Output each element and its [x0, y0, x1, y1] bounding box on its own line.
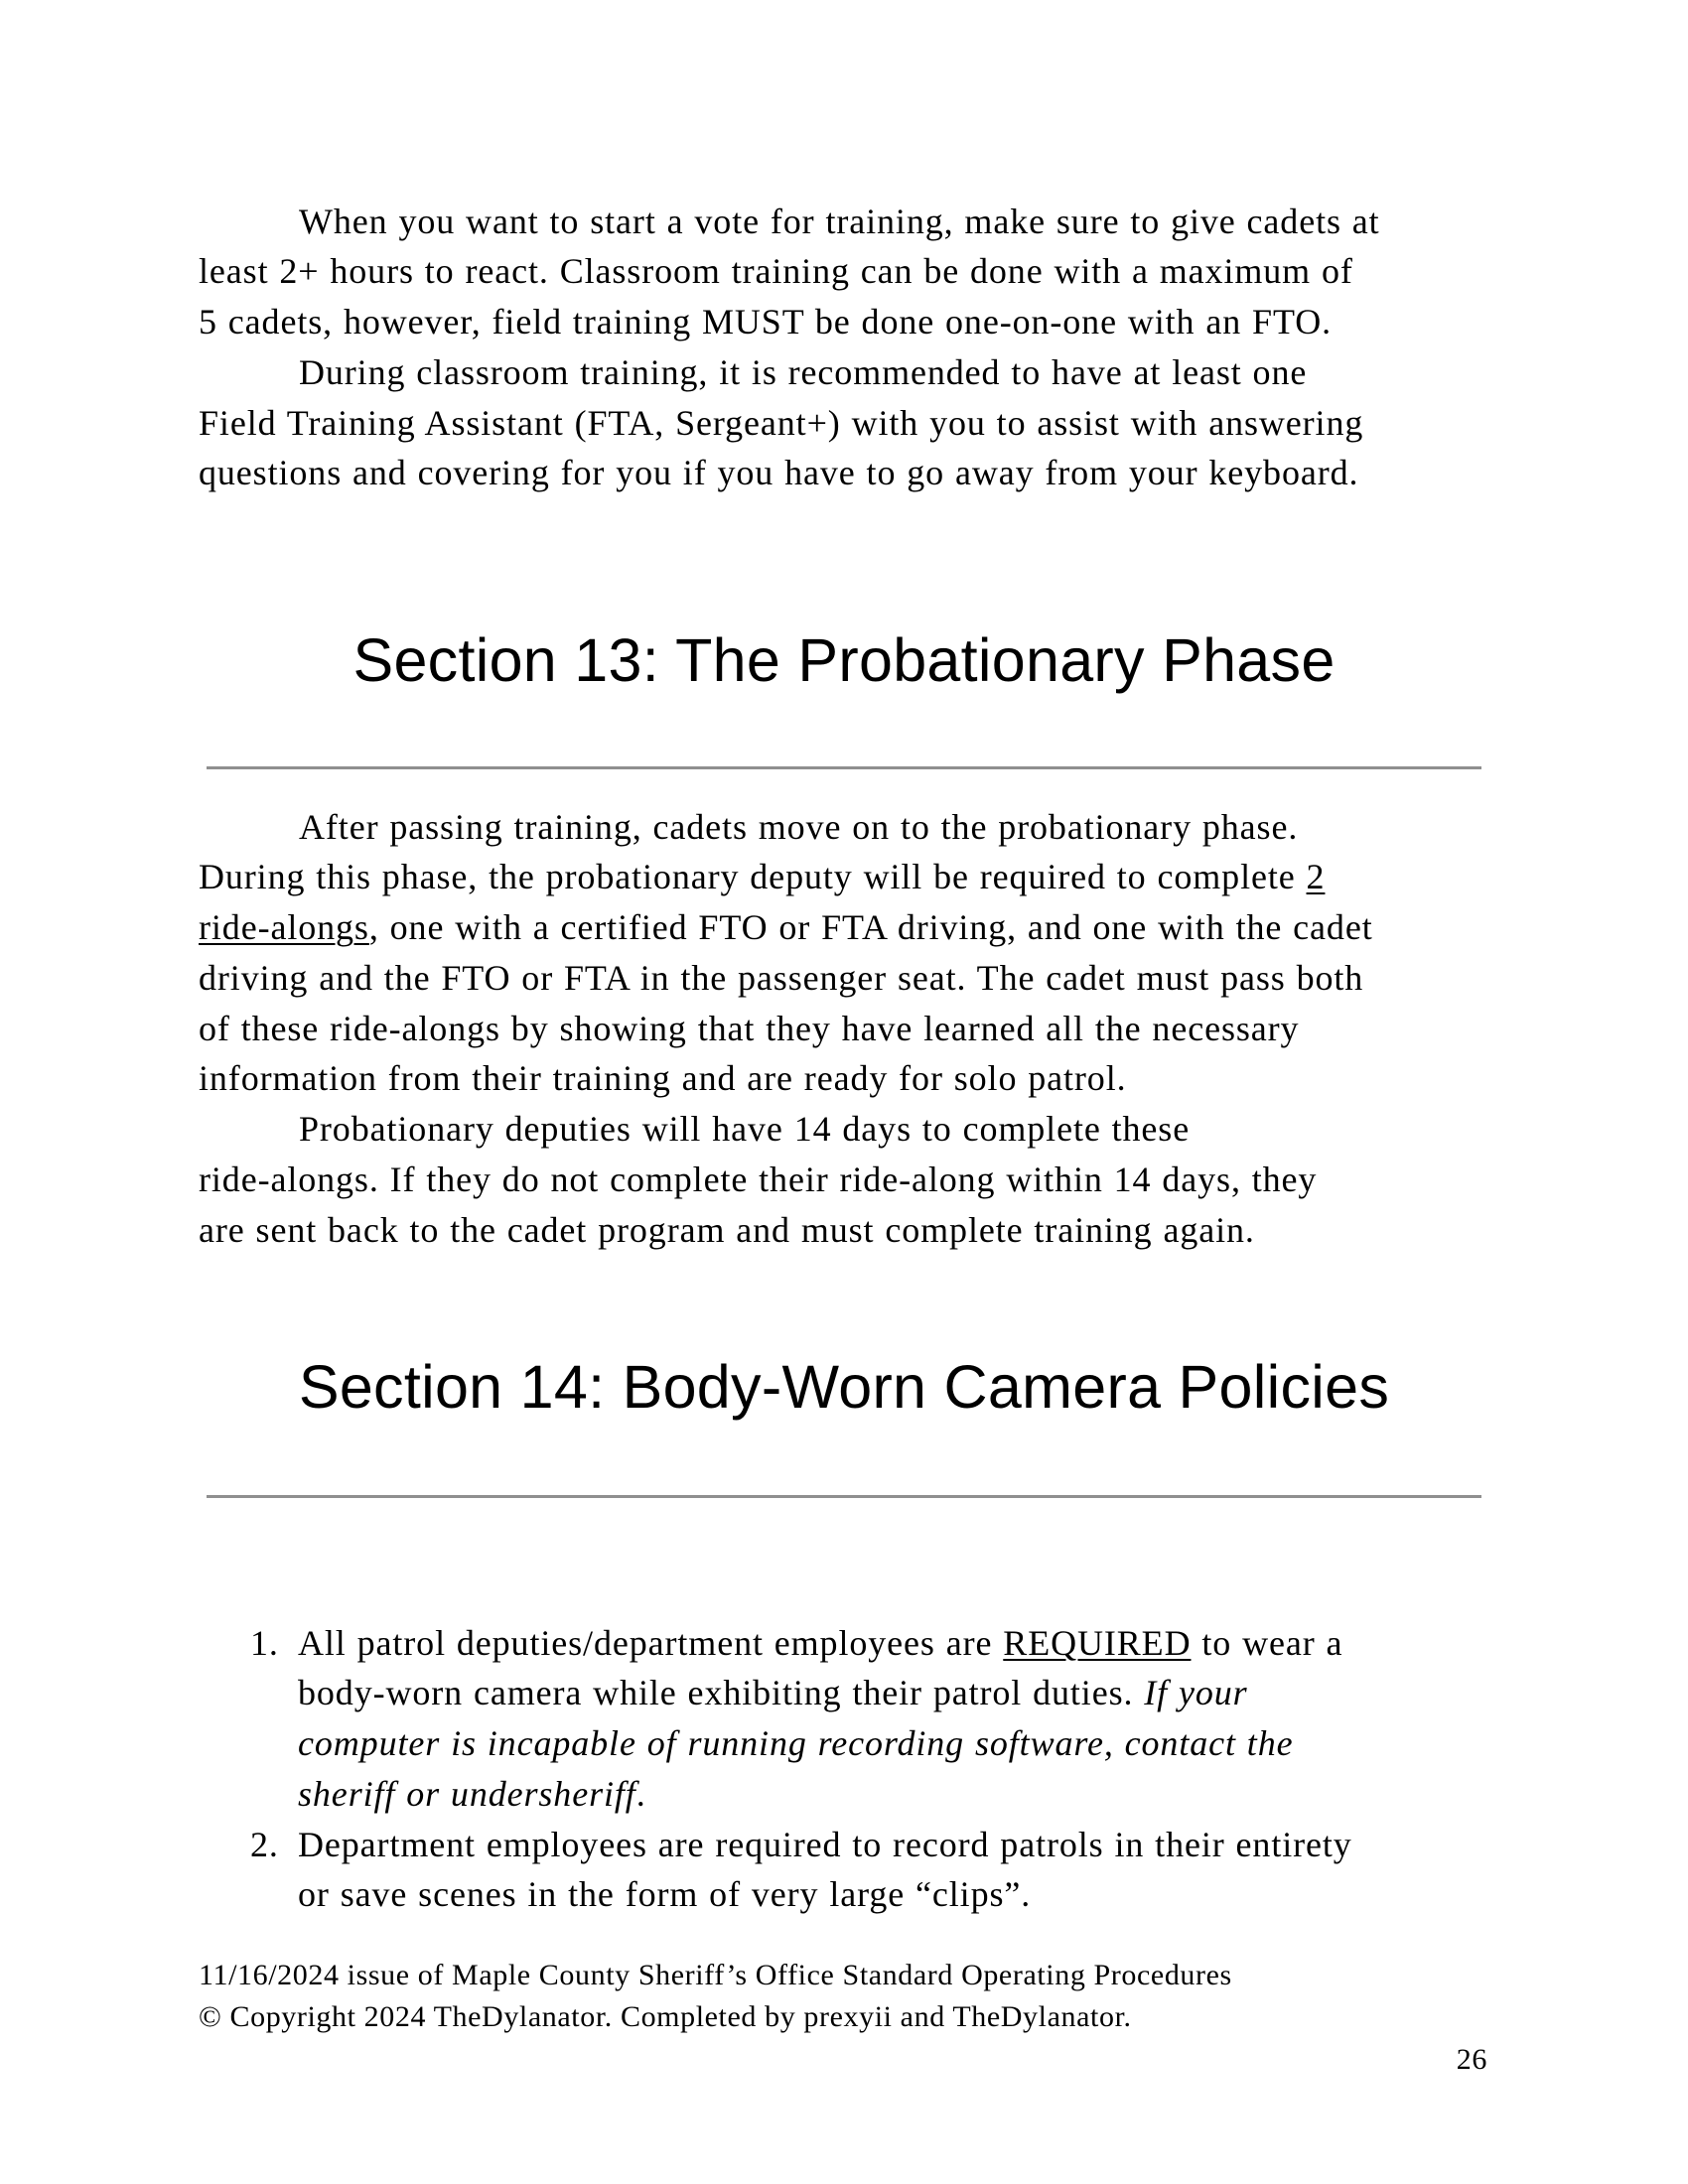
paragraph-line: of these ride-alongs by showing that they have learned all the necessary	[199, 1008, 1300, 1048]
text-run: .	[635, 1773, 646, 1814]
list-item	[199, 1820, 1489, 1921]
paragraph-line: are sent back to the cadet program and must complete training again.	[199, 1209, 1255, 1250]
footer-issue-line: 11/16/2024 issue of Maple County Sheriff’s Office Standard Operating Procedures	[199, 1959, 1232, 1991]
paragraph-line: least 2+ hours to react. Classroom training can be done with a maximum of	[199, 251, 1353, 292]
text-run: All patrol deputies/department employees are	[298, 1622, 1004, 1663]
list-line	[298, 1769, 1489, 1820]
text-run: , one with a certified FTO or FTA driving, and one with the cadet	[368, 907, 1373, 948]
paragraph-line: After passing training, cadets move on to the probationary phase.	[299, 806, 1299, 847]
italic-note: If your	[1144, 1673, 1248, 1713]
list-line	[298, 1618, 1489, 1669]
section-14-divider	[207, 1495, 1481, 1498]
paragraph-line	[199, 852, 1489, 902]
page-footer	[199, 1955, 1489, 2038]
underlined-count: 2	[1306, 857, 1326, 897]
list-line	[298, 1668, 1489, 1718]
italic-note: sheriff or undersheriff	[298, 1773, 636, 1814]
paragraph-line: 5 cadets, however, field training MUST be done one-on-one with an FTO.	[199, 302, 1332, 342]
text-run: During this phase, the probationary deputy will be required to complete	[199, 857, 1307, 897]
section-13-divider	[207, 766, 1481, 769]
paragraph-line: When you want to start a vote for training, make sure to give cadets at	[299, 201, 1380, 241]
intro-text	[199, 197, 1489, 499]
italic-note: computer is incapable of running recording software, contact the	[298, 1723, 1294, 1764]
text-run: to wear a	[1191, 1622, 1343, 1663]
underlined-ride-alongs: ride-alongs	[199, 907, 369, 948]
paragraph-line: questions and covering for you if you have to go away from your keyboard.	[199, 453, 1359, 493]
section-14-heading: Section 14: Body-Worn Camera Policies	[298, 1353, 1390, 1422]
paragraph-line: ride-alongs. If they do not complete their ride-along within 14 days, they	[199, 1160, 1318, 1200]
paragraph-line	[199, 902, 1489, 953]
list-line: Department employees are required to record patrols in their entirety	[298, 1824, 1352, 1864]
paragraph-line: Probationary deputies will have 14 days to complete these	[299, 1109, 1191, 1150]
paragraph-line: During classroom training, it is recommended to have at least one	[299, 351, 1308, 392]
section-13-body	[199, 802, 1489, 1256]
footer-copyright-line: © Copyright 2024 TheDylanator. Completed by prexyii and TheDylanator.	[199, 2000, 1132, 2033]
paragraph-line: Field Training Assistant (FTA, Sergeant+) with you to assist with answering	[199, 402, 1364, 443]
list-number: 1.	[250, 1622, 279, 1663]
list-number: 2.	[250, 1824, 279, 1864]
paragraph-line: information from their training and are ready for solo patrol.	[199, 1058, 1127, 1099]
paragraph-line: driving and the FTO or FTA in the passenger seat. The cadet must pass both	[199, 957, 1364, 998]
page-number: 26	[1456, 2043, 1487, 2076]
list-line: or save scenes in the form of very large “clips”.	[298, 1874, 1032, 1915]
underlined-required: REQUIRED	[1003, 1622, 1192, 1663]
list-item	[199, 1618, 1489, 1820]
section-13-heading: Section 13: The Probationary Phase	[352, 626, 1336, 695]
policy-list	[199, 1618, 1489, 1921]
text-run: body-worn camera while exhibiting their patrol duties.	[298, 1673, 1145, 1713]
